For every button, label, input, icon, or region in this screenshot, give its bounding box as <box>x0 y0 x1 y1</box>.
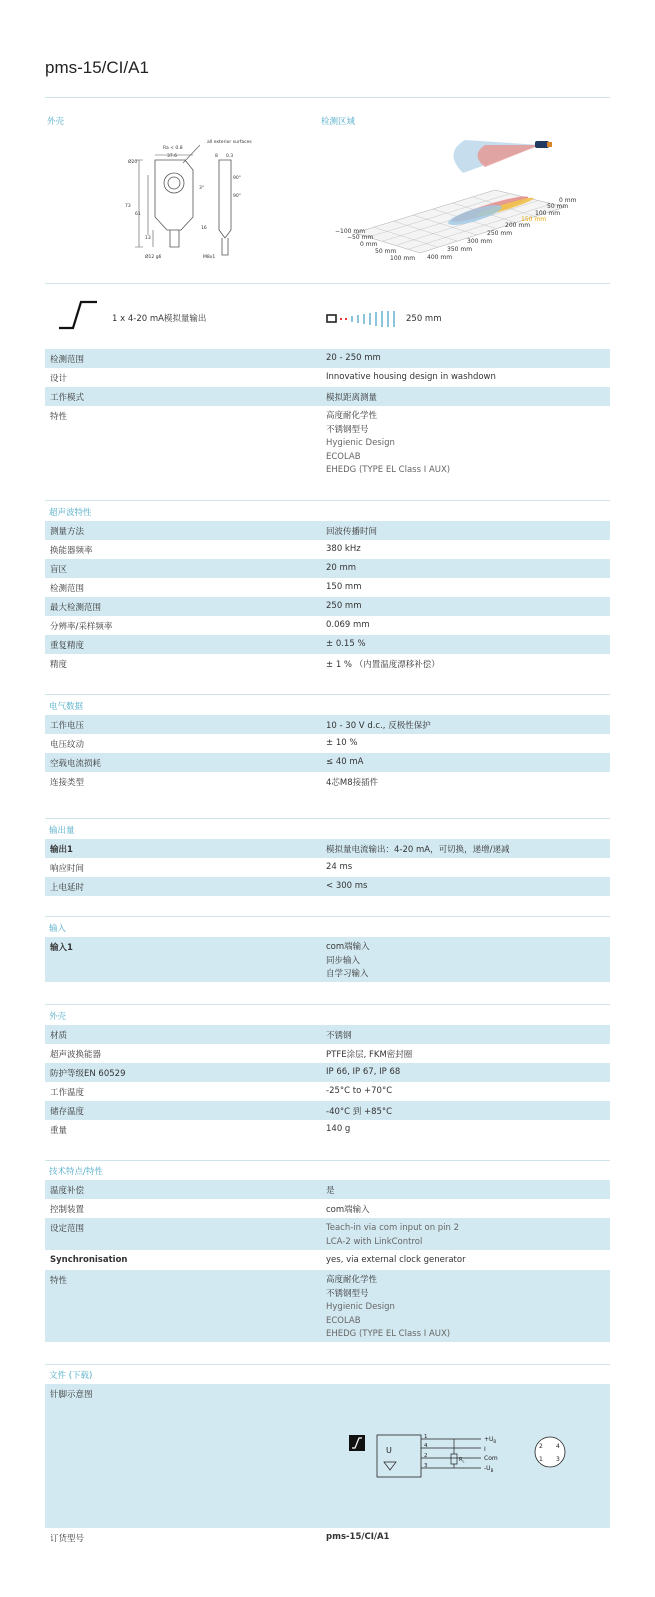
spec-value: Hygienic Design <box>326 438 395 448</box>
spec-key: 设定范围 <box>50 1224 85 1234</box>
zone-tick-bottom-8: 50 mm <box>547 203 569 210</box>
spec-row <box>45 858 610 877</box>
spec-value: 380 kHz <box>326 544 361 554</box>
spec-key: 重复精度 <box>50 641 85 651</box>
dim-73: 73 <box>125 204 131 209</box>
spec-key: 温度补偿 <box>50 1186 85 1196</box>
section-title-files: 文件 (下载) <box>49 1371 93 1381</box>
dimension-drawing <box>115 135 255 263</box>
spec-value: 不锈钢型号 <box>326 424 369 435</box>
spec-key: 测量方法 <box>50 527 85 537</box>
detection-zone-label: 检测区域 <box>321 117 356 127</box>
spec-value: 250 mm <box>326 601 362 611</box>
dim-90b: 90° <box>233 194 241 199</box>
spec-row <box>45 578 610 597</box>
spec-row <box>45 387 610 406</box>
spec-value: 模拟量电流输出：4-20 mA，可切换，递增/递减 <box>326 845 510 855</box>
spec-value: yes, via external clock generator <box>326 1255 466 1265</box>
zone-tick-left-4: 50 mm <box>375 248 397 255</box>
section-title-ultrasonic: 超声波特性 <box>49 508 92 518</box>
zone-tick-left-5: 100 mm <box>390 255 416 262</box>
spec-value: IP 66, IP 67, IP 68 <box>326 1067 401 1077</box>
spec-row <box>45 1082 610 1101</box>
spec-row <box>45 1251 610 1270</box>
spec-row <box>45 1025 610 1044</box>
analog-output-icon <box>57 300 99 330</box>
spec-row <box>45 877 610 896</box>
spec-key: Synchronisation <box>50 1255 128 1265</box>
connector-pin-2: 2 <box>539 1443 543 1450</box>
spec-row <box>45 1101 610 1120</box>
spec-row <box>45 1063 610 1082</box>
spec-value: 24 ms <box>326 862 353 872</box>
divider <box>45 1004 610 1005</box>
zone-tick-bottom-5: 200 mm <box>505 222 531 229</box>
spec-key: 输入1 <box>50 943 73 953</box>
divider <box>45 283 610 284</box>
spec-key: 换能器频率 <box>50 546 93 556</box>
spec-key: 检测范围 <box>50 584 85 594</box>
spec-value: 4芯M8接插件 <box>326 778 379 788</box>
range-text: 250 mm <box>406 314 442 324</box>
dim-90a: 90° <box>233 176 241 181</box>
spec-key: 输出1 <box>50 845 73 855</box>
spec-key: 特性 <box>50 1276 68 1286</box>
section-title-technical: 技术特点/特性 <box>49 1167 103 1177</box>
section-title-electrical: 电气数据 <box>49 702 84 712</box>
spec-value: 不锈钢型号 <box>326 1288 369 1299</box>
spec-key: 重量 <box>50 1126 68 1136</box>
divider <box>45 1160 610 1161</box>
spec-value: ± 0.15 % <box>326 639 366 649</box>
spec-row <box>45 654 610 673</box>
spec-row <box>45 521 610 540</box>
divider <box>45 916 610 917</box>
wiring-sub-2: B <box>490 1468 494 1473</box>
divider <box>45 500 610 501</box>
spec-row <box>45 1218 610 1250</box>
spec-value: ± 10 % <box>326 738 358 748</box>
spec-value: < 300 ms <box>326 881 368 891</box>
divider <box>45 694 610 695</box>
order-label: 订货型号 <box>50 1534 85 1544</box>
spec-row <box>45 1120 610 1139</box>
spec-value: 20 mm <box>326 563 357 573</box>
wiring-signal-2: I <box>484 1446 486 1453</box>
divider <box>45 97 610 98</box>
spec-row <box>45 559 610 578</box>
spec-row <box>45 937 610 982</box>
dim-ra: Ra < 0.8 <box>163 146 183 151</box>
spec-key: 特性 <box>50 412 68 422</box>
spec-value: 高度耐化学性 <box>326 411 378 421</box>
divider <box>45 818 610 819</box>
spec-value: ≤ 40 mA <box>326 757 364 767</box>
spec-value: -40°C 到 +85°C <box>326 1107 393 1117</box>
order-row <box>45 1528 610 1547</box>
spec-value: EHEDG (TYPE EL Class I AUX) <box>326 1329 451 1339</box>
spec-value: 20 - 250 mm <box>326 353 381 363</box>
dim-d20: Ø20 <box>128 160 138 165</box>
wiring-pin-2: 2 <box>424 1453 428 1459</box>
dim-3deg: 3° <box>199 186 205 191</box>
spec-value: 150 mm <box>326 582 362 592</box>
section-title-housing: 外壳 <box>49 1012 67 1022</box>
spec-key: 设计 <box>50 374 68 384</box>
spec-row <box>45 1180 610 1199</box>
spec-value: 同步输入 <box>326 955 361 966</box>
zone-tick-bottom-9: 0 mm <box>559 197 577 204</box>
dim-16: 16 <box>201 226 207 231</box>
spec-key: 防护等级EN 60529 <box>50 1069 126 1079</box>
zone-tick-bottom-3: 300 mm <box>467 238 493 245</box>
spec-key: 工作模式 <box>50 393 85 403</box>
spec-key: 精度 <box>50 660 68 670</box>
detection-zone-graphic <box>335 135 585 265</box>
wiring-u: U <box>386 1446 392 1455</box>
wiring-signal-ub <box>484 1436 496 1444</box>
spec-value: ± 1 % （内置温度漂移补偿） <box>326 660 440 670</box>
spec-row <box>45 406 610 482</box>
wiring-sub-1: B <box>493 1439 497 1444</box>
order-value: pms-15/CI/A1 <box>326 1532 390 1542</box>
spec-key: 响应时间 <box>50 864 85 874</box>
spec-row <box>45 540 610 559</box>
zone-tick-bottom-2: 350 mm <box>447 246 473 253</box>
spec-row <box>45 753 610 772</box>
spec-row <box>45 1199 610 1218</box>
output-text: 1 x 4-20 mA模拟量输出 <box>112 314 207 324</box>
spec-value: LCA-2 with LinkControl <box>326 1236 423 1247</box>
spec-row <box>45 1044 610 1063</box>
spec-row <box>45 734 610 753</box>
dim-d12: Ø12 g6 <box>145 255 162 260</box>
spec-value: 自学习输入 <box>326 969 369 979</box>
dim-13: 13 <box>145 236 151 241</box>
spec-value: 不锈钢 <box>326 1031 352 1041</box>
spec-value: ECOLAB <box>326 1315 361 1326</box>
wiring-signal-4: -U <box>484 1465 491 1472</box>
spec-key: 工作电压 <box>50 721 85 731</box>
spec-key: 盲区 <box>50 565 68 575</box>
spec-row <box>45 616 610 635</box>
spec-row <box>45 839 610 858</box>
spec-key: 最大检测范围 <box>50 603 102 613</box>
spec-value: 10 - 30 V d.c., 反极性保护 <box>326 721 431 731</box>
spec-value: 模拟距离测量 <box>326 393 378 403</box>
section-title-outputs: 输出量 <box>49 826 75 836</box>
spec-row <box>45 715 610 734</box>
spec-key: 连接类型 <box>50 778 85 788</box>
dim-m8: M8x1 <box>203 255 216 260</box>
wiring-diagram[interactable] <box>346 1430 576 1482</box>
zone-tick-bottom-4: 250 mm <box>487 230 513 237</box>
spec-key: 电压纹动 <box>50 740 85 750</box>
spec-value: -25°C to +70°C <box>326 1086 393 1096</box>
dim-0-3: 0.3 <box>226 154 234 159</box>
wiring-pin-4: 4 <box>424 1443 428 1449</box>
divider <box>45 1364 610 1365</box>
spec-value: ECOLAB <box>326 451 361 462</box>
wiring-rl-main: R <box>459 1457 463 1463</box>
wiring-signal-minus-ub <box>484 1465 494 1473</box>
spec-key: 材质 <box>50 1031 68 1041</box>
spec-key: 工作温度 <box>50 1088 85 1098</box>
spec-row <box>45 1270 610 1342</box>
dim-61: 61 <box>135 212 141 217</box>
spec-value: EHEDG (TYPE EL Class I AUX) <box>326 465 451 475</box>
pin-diagram-label: 针脚示意图 <box>50 1390 93 1400</box>
zone-tick-bottom-1: 400 mm <box>427 254 453 261</box>
spec-value: 高度耐化学性 <box>326 1275 378 1285</box>
spec-value: Innovative housing design in washdown <box>326 372 496 382</box>
spec-key: 上电延时 <box>50 883 85 893</box>
wiring-pin-3: 3 <box>424 1463 428 1469</box>
spec-value: com端输入 <box>326 1205 370 1215</box>
spec-key: 检测范围 <box>50 355 85 365</box>
spec-row <box>45 772 610 791</box>
zone-tick-left-2: −50 mm <box>347 234 374 241</box>
connector-pin-3: 3 <box>556 1456 560 1463</box>
connector-pin-4: 4 <box>556 1443 560 1450</box>
wiring-pin-1: 1 <box>424 1434 428 1440</box>
wiring-signal-1: +U <box>484 1436 494 1443</box>
spec-value: com端输入 <box>326 942 370 952</box>
spec-row <box>45 349 610 368</box>
connector-pin-1: 1 <box>539 1456 543 1463</box>
spec-value: 140 g <box>326 1124 351 1134</box>
zone-tick-bottom-7: 100 mm <box>535 210 561 217</box>
spec-key: 分辨率/采样频率 <box>50 622 113 632</box>
spec-value: 0.069 mm <box>326 620 370 630</box>
spec-value: 回波传播时间 <box>326 527 378 537</box>
section-title-inputs: 输入 <box>49 924 67 934</box>
spec-row <box>45 635 610 654</box>
drawing-note: all exterior surfaces <box>207 140 252 145</box>
sensor-range-icon <box>326 310 398 328</box>
spec-key: 超声波换能器 <box>50 1050 102 1060</box>
spec-value: Teach-in via com input on pin 2 <box>326 1223 460 1233</box>
spec-row <box>45 368 610 387</box>
housing-label: 外壳 <box>47 117 65 127</box>
dim-37-6: 37.6 <box>167 154 178 159</box>
spec-row <box>45 597 610 616</box>
page-title: pms-15/CI/A1 <box>45 58 149 77</box>
spec-value: Hygienic Design <box>326 1302 395 1312</box>
wiring-rl-sub: L <box>462 1459 465 1464</box>
spec-key: 空载电流损耗 <box>50 759 102 769</box>
zone-tick-bottom-6: 150 mm <box>521 216 547 223</box>
zone-tick-left-3: 0 mm <box>360 241 378 248</box>
zone-tick-left-1: −100 mm <box>335 228 366 235</box>
wiring-signal-3: Com <box>484 1455 498 1462</box>
spec-key: 储存温度 <box>50 1107 85 1117</box>
spec-value: 是 <box>326 1186 335 1196</box>
spec-key: 控制装置 <box>50 1205 85 1215</box>
dim-8: 8 <box>215 154 218 159</box>
spec-value: PTFE涂层, FKM密封圈 <box>326 1050 413 1060</box>
